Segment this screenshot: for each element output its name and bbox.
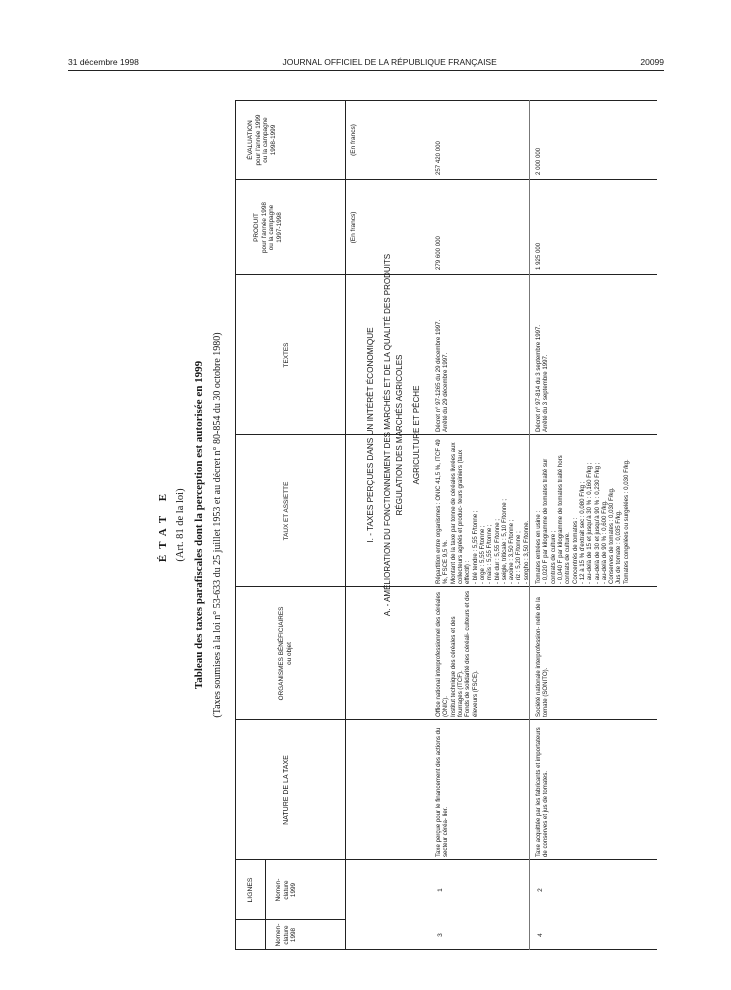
row1-taux-line: - riz : 5,20 F/tonne ; [515,531,523,584]
header-nomenclature-1999: Nomen- clature 1999 [275,878,298,902]
row2-taux-line: - au-delà de 90 % : 0,600 F/kg. [600,500,608,584]
row1-taux-line: - avoine : 3,50 F/tonne ; [508,519,516,584]
row1-produit: 279 600 000 [435,236,442,270]
col-divider-5 [235,274,657,275]
row2-taux-line: - au-delà de 15 et jusqu'à 30 % : 0,160 F/kg ; [586,462,594,584]
table-left-border [235,949,657,950]
row1-organismes [435,590,479,717]
row2-produit: 1 925 000 [535,242,542,270]
row2-taux-line: - 0,040 F par kilogramme de tomates traité hors contrats de culture. [556,455,572,584]
row2-taux [535,438,630,584]
article-reference: (Art. 81 de la loi) [175,488,186,562]
table-title: Tableau des taxes parafiscales dont la perception est autorisée en 1999 [193,360,205,690]
table-top-border [235,100,236,950]
lignes-divider [265,860,266,950]
row2-taux-line: Tomates entrées en usine : [535,510,542,584]
row1-nomenclature-1998: 3 [437,933,444,937]
row1-taux [435,438,530,584]
header-nature: NATURE DE LA TAXE [283,755,290,825]
row1-nomenclature-1999: 1 [437,888,444,892]
row1-taux-line: - orge : 5,55 F/tonne ; [478,525,486,584]
row2-taux-line: - 0,020 F par kilogramme de tomates traité sur contrats de culture ; [542,458,557,584]
row1-taux-line: - blé tendre : 5,55 F/tonne ; [471,510,479,584]
row2-nomenclature-1999: 2 [537,888,544,892]
page-number: 20099 [640,57,664,67]
row2-texte: Arrêté du 3 septembre 1997. [542,354,550,432]
header-textes: TEXTES [283,342,290,368]
row2-nature: Taxe acquittée par les fabricants et importateurs de conserves et jus de tomates. [535,727,550,857]
row1-taux-line: - sorgho : 3,50 F/tonne. [522,520,530,584]
row1-taux-line: Répartition entre organismes : ONIC 41,5 %, ITCF 49 %, FSCE 9,5 %. [435,439,450,584]
row1-organisme: Fonds de solidarité des céréali- culteurs et des éleveurs (FSCE). [464,590,479,717]
row1-texte: Décret n° 97-1265 du 29 décembre 1997. [435,319,442,432]
table-right-border [235,100,657,101]
row2-taux-line: - au-delà de 30 et jusqu'à 90 % : 0,230 F/kg ; [593,462,601,584]
col-divider-3 [235,586,657,587]
row2-taux-line: Tomates congelées ou surgelées : 0,030 F/kg. [622,459,630,584]
rotated-table-page [155,100,657,950]
header-lignes: LIGNES [247,877,254,903]
issue-date: 31 décembre 1998 [68,57,139,67]
row1-texte: Arrêté du 29 décembre 1997. [442,352,450,432]
row2-taux-line: - 12 à 15 % d'extrait sec : 0,080 F/kg ; [578,481,586,584]
row1-nature: Taxe perçue pour le financement des actions du secteur céréa- lier. [435,727,450,857]
header-bottom-border [345,100,346,950]
row1-textes [435,278,450,432]
header-nomenclature-1998: Nomen- clature 1998 [275,923,298,947]
part-heading: I. - TAXES PERÇUES DANS UN INTÉRÊT ÉCONOMIQUE [366,327,375,543]
row2-organismes [535,590,550,717]
col-divider-4 [235,434,657,435]
row1-evaluation: 257 420 000 [435,141,442,175]
header-produit: PRODUIT pour l'année 1998 ou la campagne 1997-1998 [253,202,284,253]
row2-textes [535,278,550,432]
unit-evaluation: (En francs) [350,124,357,156]
unit-produit: (En francs) [350,211,357,244]
row2-taux-line: Conserves de tomates : 0,030 F/kg. [608,487,616,584]
journal-title: JOURNAL OFFICIEL DE LA RÉPUBLIQUE FRANÇAISE [282,57,497,67]
etat-heading: ÉTAT E [157,487,169,563]
row1-taux-line: - blé dur : 5,55 F/tonne ; [493,518,501,584]
running-head [68,55,664,69]
header-organismes: ORGANISMES BÉNÉFICIAIRES ou objet [278,606,293,701]
row1-taux-line: - maïs : 5,55 F/tonne ; [486,524,494,584]
row2-texte: Décret n° 97-814 du 3 septembre 1997. [535,324,542,432]
row2-nomenclature-1998: 4 [537,933,544,937]
subsection-heading: AGRICULTURE ET PÊCHE [412,385,421,485]
row2-organisme: Société nationale interprofession- nelle de la tomate (SONITO). [535,597,550,717]
col-divider-1 [235,859,657,860]
row1-organisme: Office national interprofessionnel des céréales (ONIC). [435,592,450,717]
col-divider-6 [235,179,657,180]
table-subtitle: (Taxes soumises à la loi n° 53-633 du 25 juillet 1953 et au décret n° 80-854 du 30 octobre 1980) [212,332,223,718]
row2-taux-line: Concentrés de tomates : [571,517,579,584]
row2-evaluation: 2 000 000 [535,147,542,175]
col-divider-2 [235,719,657,720]
row-separator [529,100,530,950]
header-taux: TAUX ET ASSIETTE [283,481,290,541]
header-evaluation: ÉVALUATION pour l'année 1999 ou la campagne 1998-1999 [247,114,278,166]
row1-taux-line: Montant de la taxe par tonne de céréales livrées aux collecteurs agréés et produc- teurs grainiers (taux effectif) : [449,442,472,584]
row1-organisme: Institut technique des céréales et des fourrages (ITCF). [449,616,464,717]
section-heading-line2: RÉGULATION DES MARCHÉS AGRICOLES [395,354,404,516]
section-heading-line1: A. - AMÉLIORATION DU FONCTIONNEMENT DES MARCHÉS ET DE LA QUALITÉ DES PRODUITS [383,253,392,617]
row2-taux-line: Jus de tomate : 0,035 F/kg. [615,510,623,584]
header-rule [68,70,664,71]
row1-taux-line: - seigle, triticale : 5,10 F/tonne ; [500,498,508,584]
